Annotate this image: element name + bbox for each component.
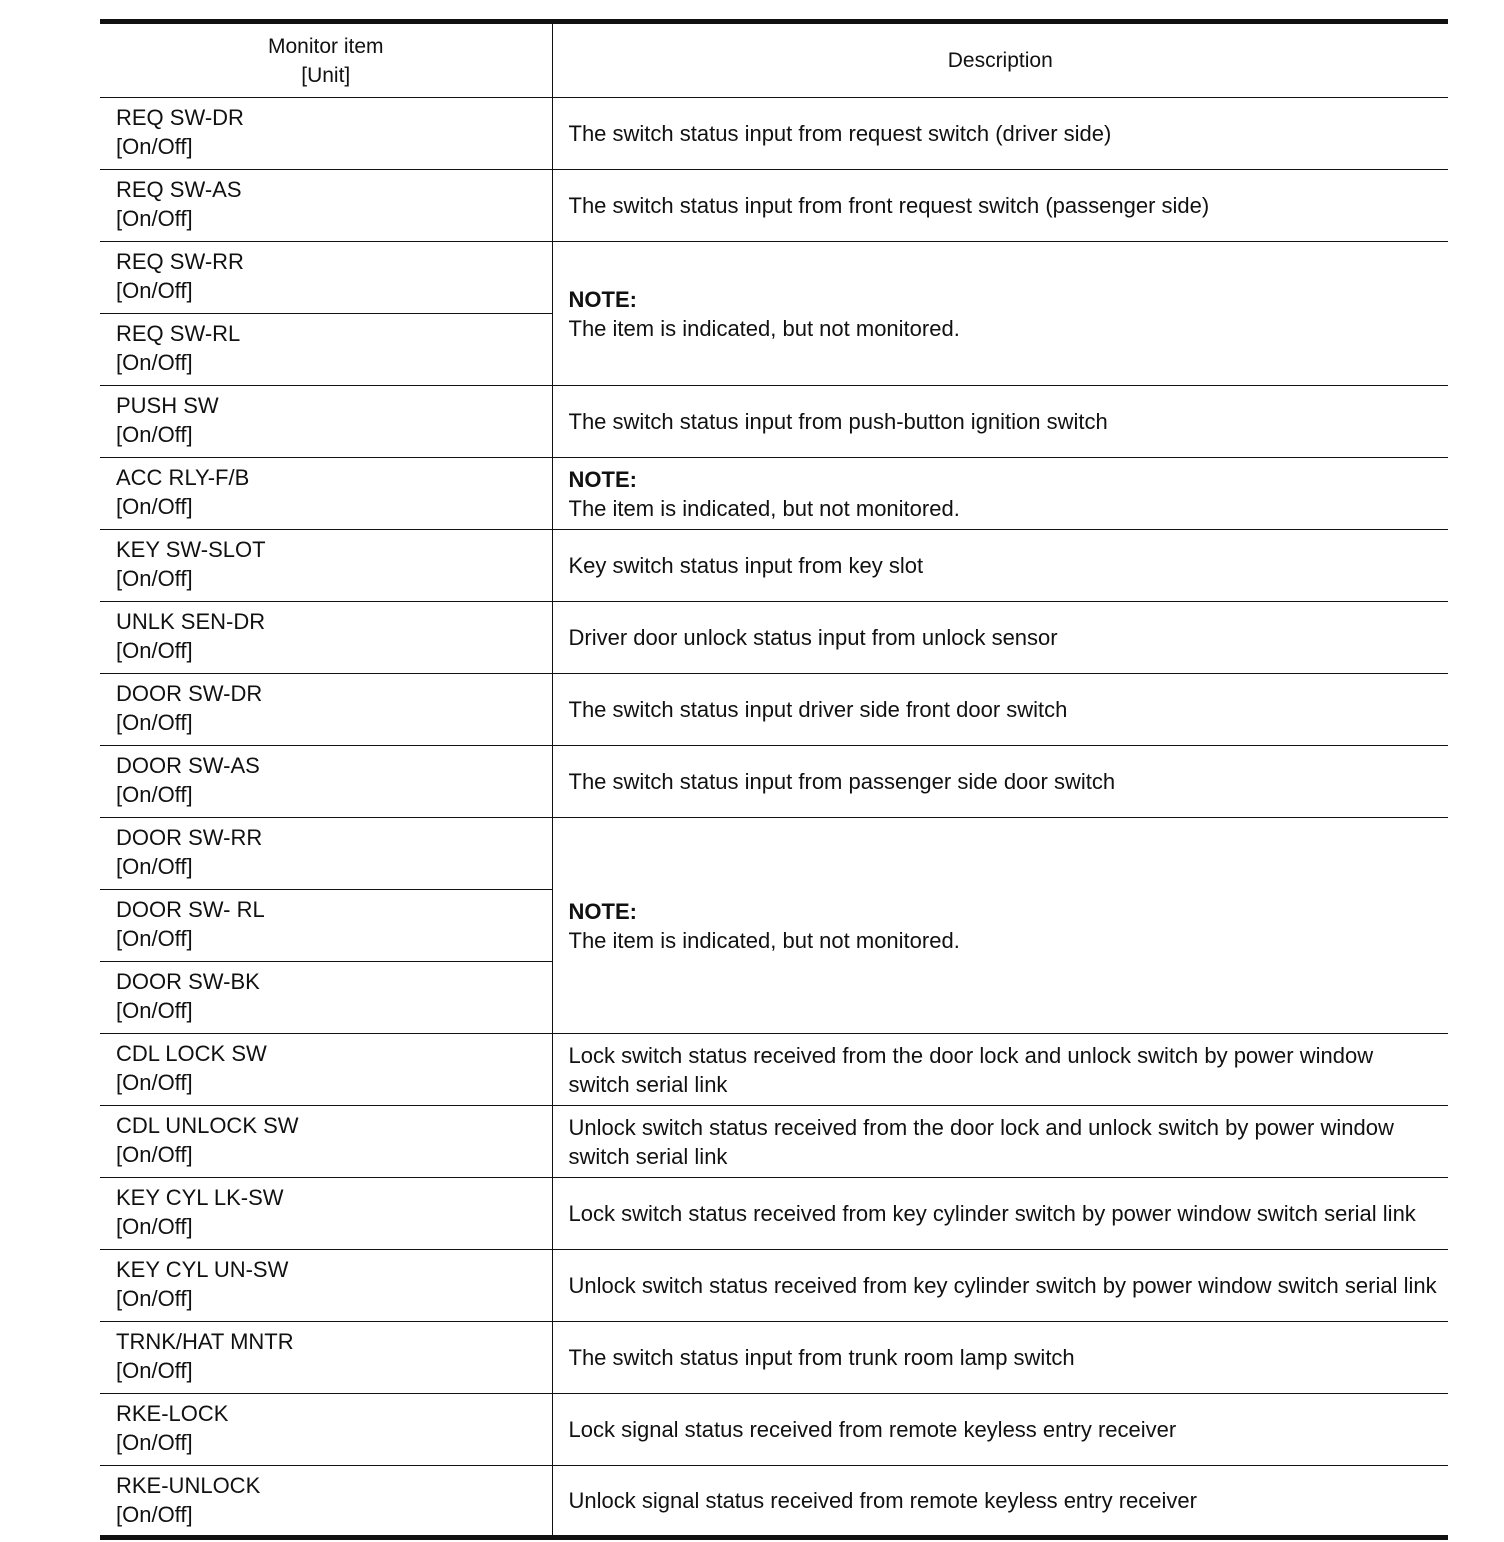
- description-cell: The switch status input from trunk room lamp switch: [552, 1322, 1448, 1394]
- monitor-cell: [100, 1106, 552, 1178]
- item-unit: [On/Off]: [116, 278, 193, 303]
- item-unit: [On/Off]: [116, 566, 193, 591]
- note-label: NOTE:: [568, 466, 637, 492]
- table-row: [100, 1178, 1448, 1250]
- note-cell: [552, 818, 1448, 1034]
- description-cell: The switch status input from request switch (driver side): [552, 98, 1448, 170]
- item-name: DOOR SW-RR: [116, 825, 263, 850]
- item-name: KEY SW-SLOT: [116, 537, 266, 562]
- monitor-item-table: [100, 19, 1448, 1540]
- table-row: [100, 1250, 1448, 1322]
- header-description: Description: [552, 22, 1448, 98]
- item-name: CDL UNLOCK SW: [116, 1113, 299, 1138]
- note-text: The item is indicated, but not monitored.: [568, 927, 960, 953]
- item-name: KEY CYL LK-SW: [116, 1185, 284, 1210]
- item-name: DOOR SW-AS: [116, 753, 260, 778]
- item-name: REQ SW-AS: [116, 177, 242, 202]
- item-name: REQ SW-DR: [116, 105, 244, 130]
- note-cell: [552, 242, 1448, 386]
- header-unit-label: [Unit]: [301, 63, 351, 87]
- header-monitor-item-label: Monitor item: [267, 34, 384, 58]
- note-text: The item is indicated, but not monitored.: [568, 495, 960, 521]
- monitor-cell: [100, 746, 552, 818]
- item-name: KEY CYL UN-SW: [116, 1257, 289, 1282]
- item-unit: [On/Off]: [116, 1358, 193, 1383]
- item-name: DOOR SW- RL: [116, 897, 265, 922]
- description-cell: The switch status input from push-button ignition switch: [552, 386, 1448, 458]
- monitor-cell: [100, 170, 552, 242]
- monitor-cell: [100, 1034, 552, 1106]
- item-unit: [On/Off]: [116, 998, 193, 1023]
- description-cell: The switch status input driver side front door switch: [552, 674, 1448, 746]
- description-cell: The switch status input from passenger side door switch: [552, 746, 1448, 818]
- item-name: UNLK SEN-DR: [116, 609, 266, 634]
- table-row: [100, 674, 1448, 746]
- table-row: [100, 746, 1448, 818]
- description-cell: Unlock switch status received from key cylinder switch by power window switch serial link: [552, 1250, 1448, 1322]
- header-monitor-item: [100, 22, 552, 98]
- table-row: [100, 1322, 1448, 1394]
- description-cell: Unlock switch status received from the door lock and unlock switch by power window switch serial link: [552, 1106, 1448, 1178]
- item-unit: [On/Off]: [116, 206, 193, 231]
- monitor-cell: [100, 890, 552, 962]
- item-unit: [On/Off]: [116, 710, 193, 735]
- note-text: The item is indicated, but not monitored.: [568, 315, 960, 341]
- item-unit: [On/Off]: [116, 782, 193, 807]
- description-cell: Lock switch status received from key cylinder switch by power window switch serial link: [552, 1178, 1448, 1250]
- monitor-table-wrapper: [100, 19, 1448, 1540]
- table-row: [100, 1034, 1448, 1106]
- item-name: DOOR SW-DR: [116, 681, 263, 706]
- item-unit: [On/Off]: [116, 1286, 193, 1311]
- item-name: REQ SW-RR: [116, 249, 244, 274]
- description-cell: Driver door unlock status input from unlock sensor: [552, 602, 1448, 674]
- item-unit: [On/Off]: [116, 350, 193, 375]
- item-unit: [On/Off]: [116, 1070, 193, 1095]
- monitor-cell: [100, 1322, 552, 1394]
- item-unit: [On/Off]: [116, 494, 193, 519]
- monitor-cell: [100, 242, 552, 314]
- description-cell: The switch status input from front request switch (passenger side): [552, 170, 1448, 242]
- item-unit: [On/Off]: [116, 422, 193, 447]
- item-name: REQ SW-RL: [116, 321, 241, 346]
- description-cell: Unlock signal status received from remote keyless entry receiver: [552, 1466, 1448, 1538]
- table-row: [100, 386, 1448, 458]
- description-cell: Key switch status input from key slot: [552, 530, 1448, 602]
- monitor-cell: [100, 674, 552, 746]
- item-name: RKE-LOCK: [116, 1401, 229, 1426]
- item-name: TRNK/HAT MNTR: [116, 1329, 294, 1354]
- item-unit: [On/Off]: [116, 1430, 193, 1455]
- table-row: [100, 818, 1448, 890]
- item-unit: [On/Off]: [116, 638, 193, 663]
- table-row: [100, 170, 1448, 242]
- monitor-cell: [100, 1250, 552, 1322]
- item-unit: [On/Off]: [116, 926, 193, 951]
- description-cell: Lock signal status received from remote keyless entry receiver: [552, 1394, 1448, 1466]
- table-row: [100, 602, 1448, 674]
- monitor-cell: [100, 818, 552, 890]
- item-name: RKE-UNLOCK: [116, 1473, 261, 1498]
- monitor-cell: [100, 98, 552, 170]
- item-name: ACC RLY-F/B: [116, 465, 250, 490]
- description-cell: Lock switch status received from the door lock and unlock switch by power window switch serial link: [552, 1034, 1448, 1106]
- item-unit: [On/Off]: [116, 854, 193, 879]
- table-row: [100, 1394, 1448, 1466]
- note-label: NOTE:: [568, 286, 637, 312]
- monitor-cell: [100, 530, 552, 602]
- monitor-cell: [100, 602, 552, 674]
- monitor-cell: [100, 1178, 552, 1250]
- monitor-cell: [100, 1466, 552, 1538]
- table-row: [100, 98, 1448, 170]
- table-header-row: [100, 22, 1448, 98]
- item-unit: [On/Off]: [116, 1142, 193, 1167]
- table-row: [100, 530, 1448, 602]
- table-row: [100, 1466, 1448, 1538]
- note-label: NOTE:: [568, 898, 637, 924]
- item-name: DOOR SW-BK: [116, 969, 260, 994]
- table-row: [100, 458, 1448, 530]
- monitor-cell: [100, 314, 552, 386]
- item-unit: [On/Off]: [116, 134, 193, 159]
- monitor-cell: [100, 386, 552, 458]
- table-row: [100, 1106, 1448, 1178]
- item-unit: [On/Off]: [116, 1214, 193, 1239]
- monitor-cell: [100, 1394, 552, 1466]
- note-cell: [552, 458, 1448, 530]
- monitor-cell: [100, 962, 552, 1034]
- table-row: [100, 242, 1448, 314]
- monitor-cell: [100, 458, 552, 530]
- item-name: PUSH SW: [116, 393, 219, 418]
- item-name: CDL LOCK SW: [116, 1041, 267, 1066]
- item-unit: [On/Off]: [116, 1502, 193, 1527]
